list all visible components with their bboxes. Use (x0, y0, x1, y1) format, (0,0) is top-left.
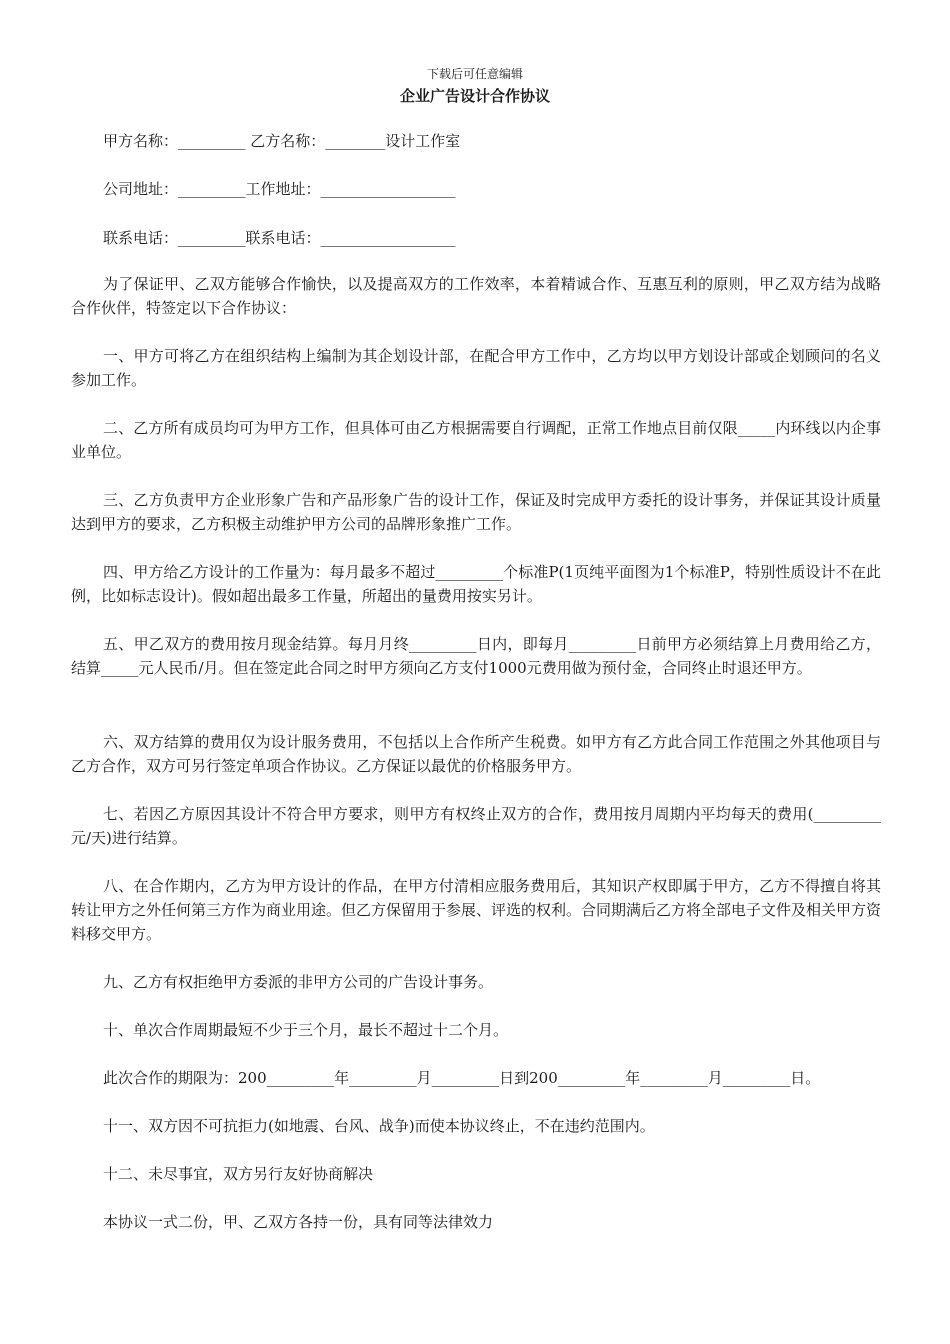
address-line: 公司地址：_________工作地址：__________________ (103, 180, 456, 198)
clause-3: 三、乙方负责甲方企业形象广告和产品形象广告的设计工作，保证及时完成甲方委托的设计事务，并保证其设计质量达到甲方的要求，乙方积极主动维护甲方公司的品牌形象推广工作。 (71, 491, 881, 533)
document-title: 企业广告设计合作协议 (399, 87, 550, 105)
clause-6: 六、双方结算的费用仅为设计服务费用，不包括以上合作所产生税费。如甲方有乙方此合同工作范围之外其他项目与乙方合作，双方可另行签定单项合作协议。乙方保证以最优的价格服务甲方。 (71, 733, 881, 775)
clause-12: 十二、未尽事宜，双方另行友好协商解决 (103, 1165, 374, 1183)
preamble-paragraph: 为了保证甲、乙双方能够合作愉快，以及提高双方的工作效率，本着精诚合作、互惠互利的原则，甲乙双方结为战略合作伙伴，特签定以下合作协议： (71, 275, 881, 317)
clause-4: 四、甲方给乙方设计的工作量为：每月最多不超过_________个标准P(1页纯平面图为1个标准P，特别性质设计不在此例，比如标志设计)。假如超出最多工作量，所超出的量费用按实另计。 (71, 563, 881, 605)
clause-11: 十一、双方因不可抗拒力(如地震、台风、战争)而使本协议终止，不在违约范围内。 (103, 1117, 655, 1135)
party-names-line: 甲方名称：_________ 乙方名称：________设计工作室 (103, 132, 461, 150)
clause-8: 八、在合作期内，乙方为甲方设计的作品，在甲方付清相应服务费用后，其知识产权即属于甲方，乙方不得擅自将其转让甲方之外任何第三方作为商业用途。但乙方保留用于参展、评选的权利。合同期满后乙方将全部电子文件及相关甲方资料移交甲方。 (71, 877, 882, 943)
term-period-line: 此次合作的期限为：200_________年_________月_________日到200_________年_________月_________日。 (103, 1069, 821, 1087)
clause-1: 一、甲方可将乙方在组织结构上编制为其企划设计部，在配合甲方工作中，乙方均以甲方划设计部或企划顾问的名义参加工作。 (71, 347, 881, 389)
copies-statement: 本协议一式二份，甲、乙双方各持一份，具有同等法律效力 (103, 1213, 494, 1231)
header-note: 下载后可任意编辑 (426, 67, 523, 81)
phone-line: 联系电话：_________联系电话：__________________ (103, 229, 456, 247)
clause-10: 十、单次合作周期最短不少于三个月，最长不超过十二个月。 (103, 1021, 509, 1039)
clause-9: 九、乙方有权拒绝甲方委派的非甲方公司的广告设计事务。 (103, 973, 494, 991)
clause-2: 二、乙方所有成员均可为甲方工作，但具体可由乙方根据需要自行调配，正常工作地点目前仅限_____内环线以内企事业单位。 (71, 419, 881, 461)
clause-5: 五、甲乙双方的费用按月现金结算。每月月终_________日内，即每月_________日前甲方必须结算上月费用给乙方， 结算_____元人民币/月。但在签定此合同之时甲方须向乙方支付1000元费用做为预付金，合同终止时退还甲方。 (71, 635, 881, 677)
clause-7: 七、若因乙方原因其设计不符合甲方要求，则甲方有权终止双方的合作，费用按月周期内平均每天的费用(_________元/天)进行结算。 (71, 805, 881, 847)
